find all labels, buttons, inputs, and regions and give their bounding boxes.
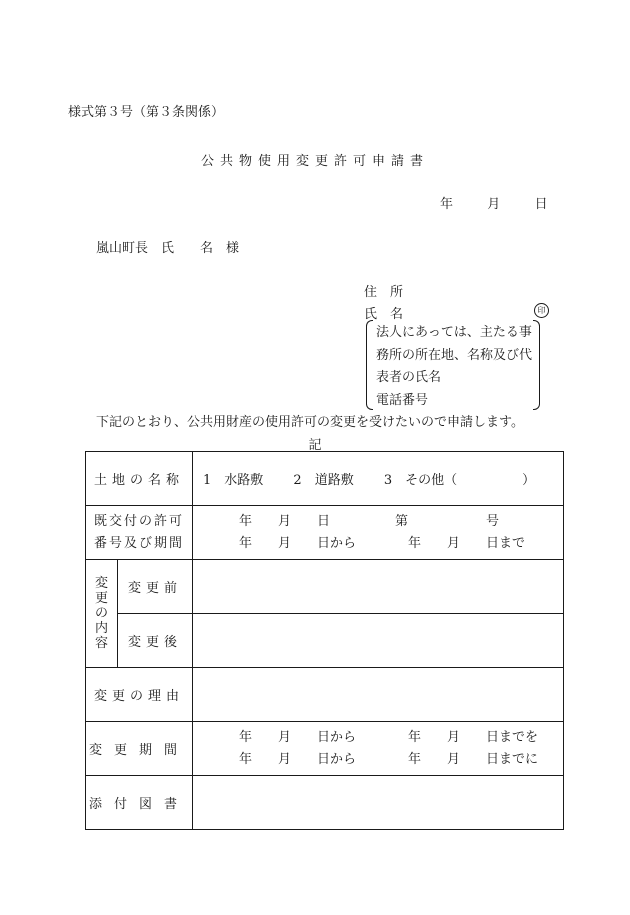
change-content-char: の: [94, 606, 108, 621]
table-row-period: [86, 722, 564, 776]
period-line-1: 年 月 日から 年 月 日までを: [239, 729, 539, 745]
table-row-reason: [86, 668, 564, 722]
note-line: 電話番号: [376, 392, 429, 408]
prev-permit-value[interactable]: [193, 506, 564, 560]
after-value[interactable]: [193, 614, 564, 668]
reason-value[interactable]: [193, 668, 564, 722]
period-value[interactable]: [193, 722, 564, 776]
prev-permit-label-1: 既交付の許可: [94, 513, 185, 529]
application-table: [85, 451, 564, 830]
date-year: 年: [440, 197, 454, 212]
before-value[interactable]: [193, 560, 564, 614]
right-bracket: [533, 320, 540, 410]
change-content-char: 変: [94, 576, 108, 591]
intro-text: 下記のとおり、公共用財産の使用許可の変更を受けたいので申請します。: [96, 415, 524, 430]
note-line: 法人にあっては、主たる事: [376, 325, 532, 340]
date-month: 月: [487, 197, 501, 212]
addressee: 嵐山町長 氏 名 様: [96, 241, 240, 256]
form-number: 様式第３号（第３条関係）: [68, 105, 225, 120]
after-label: 変更後: [118, 614, 193, 668]
table-row-attach: [86, 776, 564, 830]
reason-label: 変更の理由: [86, 668, 193, 722]
corporate-note-text: [376, 322, 532, 412]
attach-label: 添付図書: [86, 776, 193, 830]
prev-permit-line-2: 年 月 日から 年 月 日まで: [239, 535, 526, 551]
seal-mark: 印: [534, 303, 549, 318]
date-day: 日: [534, 197, 548, 212]
table-row-land-name: [86, 452, 564, 506]
table-row-prev-permit: [86, 506, 564, 560]
period-line-2: 年 月 日から 年 月 日までに: [239, 751, 539, 767]
change-content-label: [86, 560, 118, 668]
land-options-text: 1 水路敷 2 道路敷 3 その他（ ）: [203, 473, 536, 488]
table-row-before: [86, 560, 564, 614]
change-content-char: 内: [94, 621, 108, 636]
prev-permit-line-1: 年 月 日 第 号: [239, 513, 500, 529]
attach-value[interactable]: [193, 776, 564, 830]
change-content-char: 更: [94, 591, 108, 606]
change-content-char: 容: [94, 636, 108, 651]
document-title: 公共物使用変更許可申請書: [200, 154, 429, 169]
table-row-after: [86, 614, 564, 668]
corporate-note: [366, 320, 540, 410]
date-line: [440, 193, 548, 212]
prev-permit-label-2: 番号及び期間: [94, 535, 185, 551]
note-line: 務所の所在地、名称及び代: [376, 347, 533, 363]
ki-heading: 記: [308, 438, 322, 453]
address-label: 住 所: [364, 285, 404, 300]
before-label: 変更前: [118, 560, 193, 614]
left-bracket: [366, 320, 373, 410]
period-label: 変更期間: [86, 722, 193, 776]
land-name-label: 土地の名称: [86, 452, 193, 506]
note-line: 表者の氏名: [376, 370, 442, 385]
name-label: 氏 名: [364, 307, 404, 322]
land-options[interactable]: [193, 452, 564, 506]
prev-permit-label: [86, 506, 193, 560]
